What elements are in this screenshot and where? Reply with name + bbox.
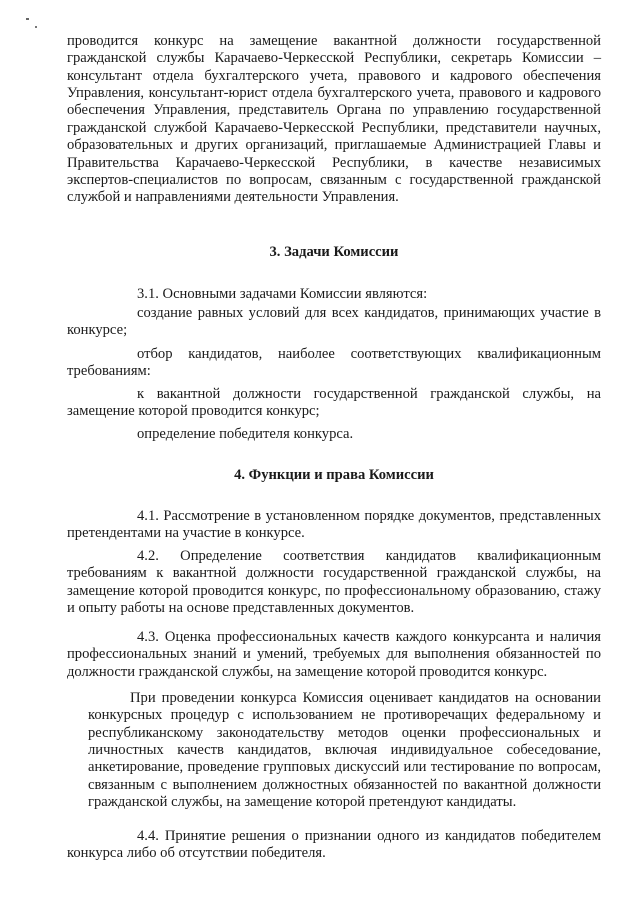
section-3-paragraph-1: 3.1. Основными задачами Комиссии являются: [137, 286, 428, 302]
section-4-heading: 4. Функции и права Комиссии [234, 467, 434, 483]
methods-text: При проведении конкурса Комиссия оценивает кандидатов на основании конкурсных процедур с использованием не противоречащих федеральному и республиканскому законодательству методов оценки профессиональных и личностных качеств кандидатов, включая индивидуальное собеседование, анкетирование, проведение групповых дискуссий или тестирование по вопросам, связанным с выполнением должностных обязанностей по вакантной должности гражданской службы, на замещение которой претендуют кандидаты. [88, 690, 601, 811]
section-3-paragraph-5: определение победителя конкурса. [137, 426, 354, 442]
section-4-paragraph-1: 4.1. Рассмотрение в установленном порядке документов, представленных претендентами на участие в конкурсе. [67, 508, 601, 542]
section-4-paragraph-4: 4.4. Принятие решения о признании одного из кандидатов победителем конкурса либо об отсутствии победителя. [67, 828, 601, 862]
section-3-paragraph-4: к вакантной должности государственной гражданской службы, на замещение которой проводится конкурс; [67, 386, 601, 420]
section-4-paragraph-2: 4.2. Определение соответствия кандидатов квалификационным требованиям к вакантной должности государственной гражданской службы, на замещение которой проводится конкурс, по профессиональному образованию, стажу и опыту работы на основе представленных документов. [67, 548, 601, 617]
section-4-paragraph-methods [88, 690, 601, 812]
section-3-paragraph-3: отбор кандидатов, наиболее соответствующих квалификационным требованиям: [67, 346, 601, 380]
scan-speck [35, 26, 37, 28]
section-4-paragraph-3: 4.3. Оценка профессиональных качеств каждого конкурсанта и наличия профессиональных знаний и умений, требуемых для выполнения обязанностей по должности гражданской службы, на замещение которой проводится конкурс. [67, 629, 601, 680]
scan-speck [26, 18, 29, 20]
section-3-paragraph-2: создание равных условий для всех кандидатов, принимающих участие в конкурсе; [67, 305, 601, 339]
section-3-heading: 3. Задачи Комиссии [269, 244, 399, 260]
intro-paragraph: проводится конкурс на замещение вакантной должности государственной гражданской службы Карачаево-Черкесской Республики, секретарь Комиссии – консультант отдела бухгалтерского учета, правового и кадрового обеспечения Управления, консультант-юрист отдела бухгалтерского учета, правового и кадрового обеспечения Управления, представитель Органа по управлению государственной гражданской службой Карачаево-Черкесской Республики, представители научных, образовательных и других организаций, приглашаемые Администрацией Главы и Правительства Карачаево-Черкесской Республики, в качестве независимых экспертов-специалистов по вопросам, связанным с государственной гражданской службой и направлениями деятельности Управления. [67, 33, 601, 206]
